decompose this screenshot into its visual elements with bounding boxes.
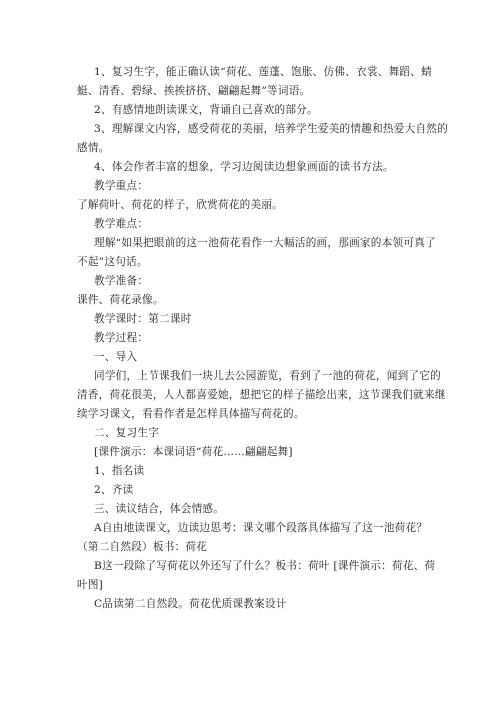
objective-3-line-2: 感情。 bbox=[77, 142, 110, 154]
objective-1-line-2: 蜓、清香、碧绿、挨挨挤挤、翩翩起舞”等词语。 bbox=[77, 85, 311, 97]
difficulty-heading: 教学难点： bbox=[94, 218, 149, 230]
courseware-note-1: [课件演示：本课词语“荷花……翩翩起舞] bbox=[94, 446, 293, 458]
preparation-heading: 教学准备： bbox=[94, 275, 149, 287]
step-2: 2、齐读 bbox=[94, 484, 134, 496]
intro-line-2: 清香，荷花很美，人人都喜爱她，想把它的样子描绘出来，这节课我们就来继 bbox=[77, 389, 446, 401]
activity-b-line-1: B这一段除了写荷花以外还写了什么？板书：荷叶 [课件演示：荷花、荷 bbox=[94, 560, 436, 572]
section-1-heading: 一、导入 bbox=[94, 351, 138, 363]
intro-line-1: 同学们，上节课我们一块儿去公园游览，看到了一池的荷花，闻到了它的 bbox=[94, 370, 441, 382]
activity-a-answer: （第二自然段）板书：荷花 bbox=[77, 541, 208, 553]
objective-1-line-1: 1、复习生字，能正确认读“荷花、莲蓬、饱胀、仿佛、衣裳、舞蹈、蜻 bbox=[94, 66, 432, 78]
objective-3-line-1: 3、理解课文内容，感受荷花的美丽，培养学生爱美的情趣和热爱大自然的 bbox=[94, 123, 448, 135]
objective-4: 4、体会作者丰富的想象，学习边阅读边想象画面的读书方法。 bbox=[94, 161, 394, 173]
difficulty-line-2: 不起”这句话。 bbox=[77, 256, 148, 268]
section-3-heading: 三、读议结合，体会情感。 bbox=[94, 503, 225, 515]
preparation-text: 课件、荷花录像。 bbox=[77, 294, 164, 306]
section-2-heading: 二、复习生字 bbox=[94, 427, 160, 439]
activity-b-line-2: 叶图] bbox=[77, 579, 104, 591]
objective-2: 2、有感情地朗读课文，背诵自己喜欢的部分。 bbox=[94, 104, 318, 116]
key-points-text: 了解荷叶、荷花的样子，欣赏荷花的美丽。 bbox=[77, 199, 284, 211]
class-hours: 教学课时：第二课时 bbox=[94, 313, 192, 325]
key-points-heading: 教学重点： bbox=[94, 180, 149, 192]
step-1: 1、指名读 bbox=[94, 465, 145, 477]
activity-a: A自由地读课文，边读边思考：课文哪个段落具体描写了这一池荷花？ bbox=[94, 522, 428, 534]
activity-c: C品读第二自然段。荷花优质课教案设计 bbox=[94, 598, 287, 610]
process-heading: 教学过程： bbox=[94, 332, 149, 344]
intro-line-3: 续学习课文，看看作者是怎样具体描写荷花的。 bbox=[77, 408, 305, 420]
difficulty-line-1: 理解“如果把眼前的这一池荷花看作一大幅活的画，那画家的本领可真了 bbox=[94, 237, 436, 249]
